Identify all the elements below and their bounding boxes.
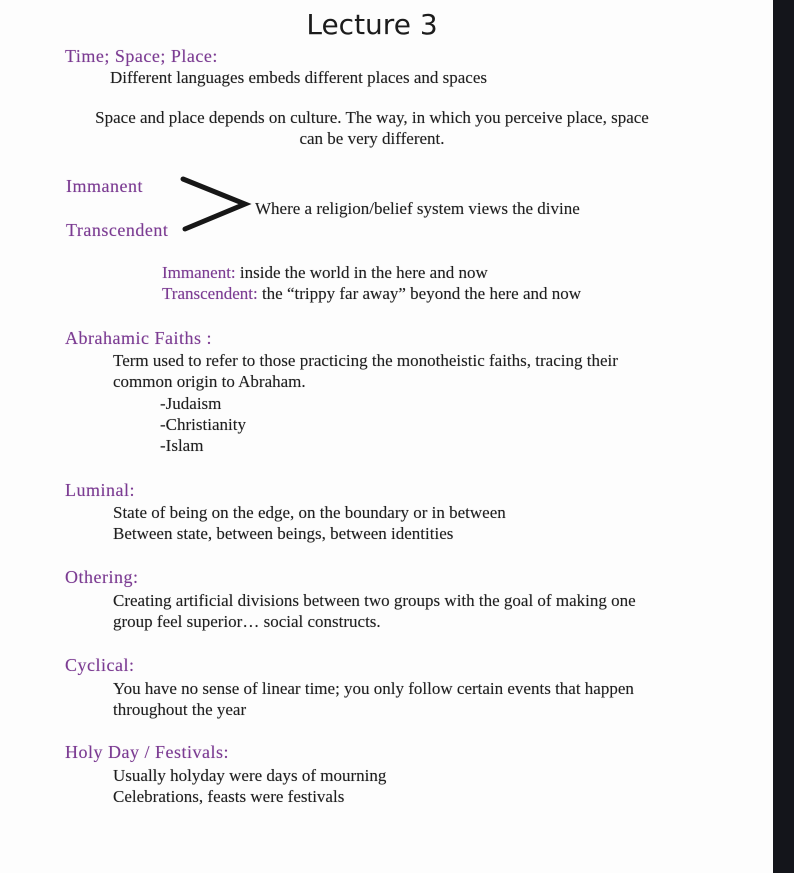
section-heading-holy-day-festivals: Holy Day / Festivals: <box>65 742 229 762</box>
immanent-definition <box>162 263 488 283</box>
transcendent-definition <box>162 284 581 304</box>
transcendent-definition-text: the “trippy far away” beyond the here and now <box>257 284 582 303</box>
immanent-definition-text: inside the world in the here and now <box>235 263 488 282</box>
right-edge-dark-bar <box>773 0 794 873</box>
section-heading-luminal: Luminal: <box>65 480 135 500</box>
culture-paragraph-line-1: Space and place depends on culture. The way, in which you perceive place, space <box>95 108 649 127</box>
abrahamic-definition-line-2: common origin to Abraham. <box>113 372 306 391</box>
divine-brace-note: Where a religion/belief system views the divine <box>255 199 580 218</box>
othering-definition-line-1: Creating artificial divisions between two groups with the goal of making one <box>113 591 636 610</box>
othering-definition-line-2: group feel superior… social constructs. <box>113 612 381 631</box>
cyclical-definition-line-1: You have no sense of linear time; you only follow certain events that happen <box>113 679 634 698</box>
holy-day-line-2: Celebrations, feasts were festivals <box>113 787 345 806</box>
term-transcendent: Transcendent <box>66 220 169 240</box>
list-item-judaism: -Judaism <box>160 394 222 413</box>
holy-day-line-1: Usually holyday were days of mourning <box>113 766 387 785</box>
cyclical-definition-line-2: throughout the year <box>113 700 247 719</box>
section-heading-time-space-place: Time; Space; Place: <box>65 46 218 66</box>
page-title: Lecture 3 <box>306 8 438 41</box>
right-angle-brace-icon <box>176 172 256 236</box>
section-heading-othering: Othering: <box>65 567 139 587</box>
section-heading-cyclical: Cyclical: <box>65 655 135 675</box>
culture-paragraph-line-2: can be very different. <box>299 129 445 148</box>
luminal-definition-line-2: Between state, between beings, between identities <box>113 524 454 543</box>
section-heading-abrahamic-faiths: Abrahamic Faiths : <box>65 328 212 348</box>
transcendent-definition-term: Transcendent: <box>162 284 258 303</box>
list-item-christianity: -Christianity <box>160 415 246 434</box>
abrahamic-definition-line-1: Term used to refer to those practicing the monotheistic faiths, tracing their <box>113 351 618 370</box>
immanent-definition-term: Immanent: <box>162 263 236 282</box>
luminal-definition-line-1: State of being on the edge, on the boundary or in between <box>113 503 506 522</box>
list-item-islam: -Islam <box>160 436 204 455</box>
term-immanent: Immanent <box>66 176 143 196</box>
time-space-place-note: Different languages embeds different places and spaces <box>110 68 487 87</box>
